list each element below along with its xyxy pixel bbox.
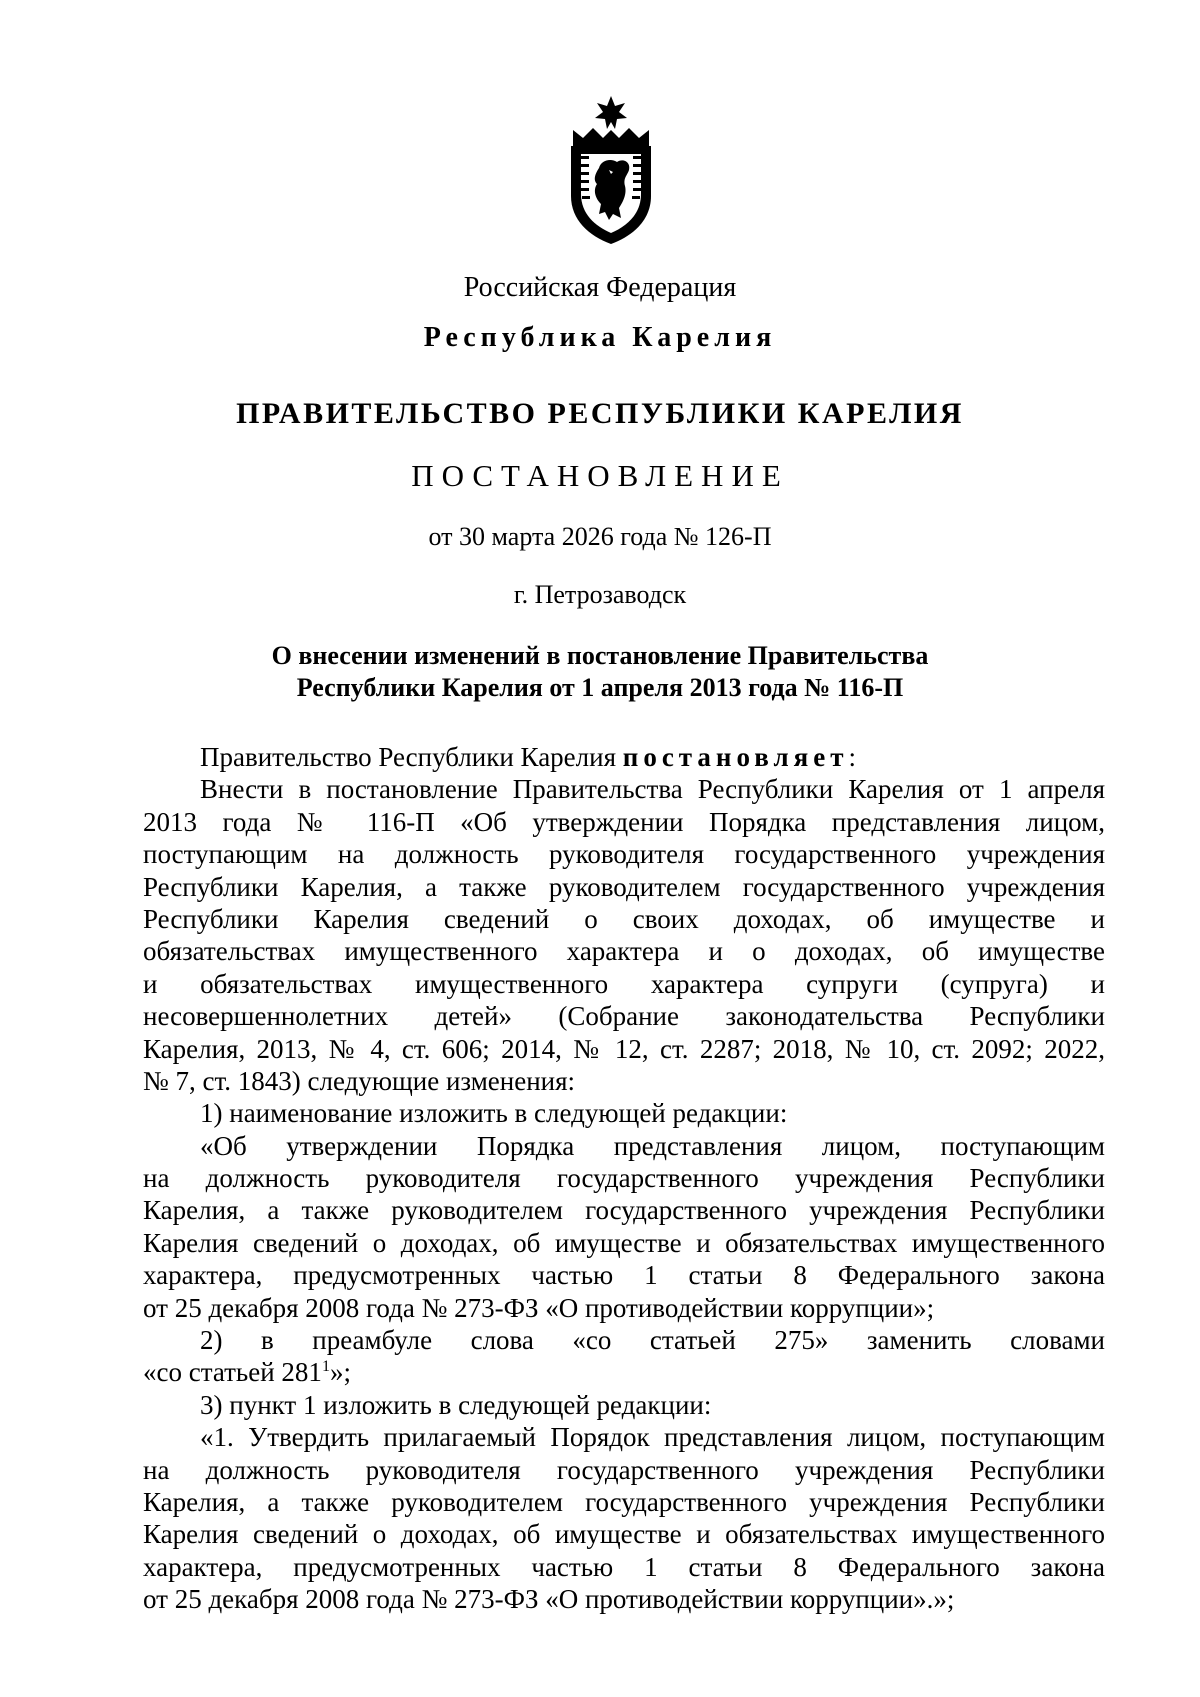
decree-intro: [143, 741, 1105, 773]
document-type: ПОСТАНОВЛЕНИЕ: [411, 458, 789, 493]
body-line: 1) наименование изложить в следующей редакции:: [200, 1098, 788, 1129]
body-line: «1. Утвердить прилагаемый Порядок представления лицом, поступающим: [200, 1422, 1105, 1453]
document-title: [0, 640, 1200, 704]
document-body: [143, 741, 1105, 1616]
document-city: г. Петрозаводск: [513, 580, 687, 609]
country-name: Российская Федерация: [463, 272, 737, 303]
title-line: Республики Карелия от 1 апреля 2013 года № 116-П: [296, 673, 904, 702]
body-line: 2) в преамбуле слова «со статьей 275» заменить словами: [200, 1325, 1105, 1356]
body-line: 2013 года № 116-П «Об утверждении Порядка представления лицом,: [143, 806, 1105, 837]
body-line: Карелия, а также руководителем государственного учреждения Республики: [143, 1486, 1105, 1517]
government-name: ПРАВИТЕЛЬСТВО РЕСПУБЛИКИ КАРЕЛИЯ: [236, 397, 964, 430]
body-line: 3) пункт 1 изложить в следующей редакции:: [200, 1389, 712, 1420]
body-line: Карелия, а также руководителем государственного учреждения Республики: [143, 1195, 1105, 1226]
document-date-number: от 30 марта 2026 года № 126-П: [428, 522, 772, 551]
item2-text-end: »;: [329, 1357, 351, 1388]
body-line: Республики Карелия, а также руководителем государственного учреждения: [143, 871, 1105, 902]
superscript: 1: [321, 1358, 330, 1376]
body-line: несовершеннолетних детей» (Собрание законодательства Республики: [143, 1001, 1105, 1032]
body-line-item2-continuation: [143, 1356, 1105, 1388]
body-line: на должность руководителя государственного учреждения Республики: [143, 1454, 1105, 1485]
item2-text: «со статьей 281: [143, 1357, 322, 1388]
body-line: Республики Карелия сведений о своих доходах, об имуществе и: [143, 903, 1105, 934]
body-line: поступающим на должность руководителя государственного учреждения: [143, 839, 1105, 870]
body-line: и обязательствах имущественного характера супруги (супруга) и: [143, 968, 1105, 999]
body-line: Карелия сведений о доходах, об имуществе и обязательствах имущественного: [143, 1519, 1105, 1550]
decree-word: постановляет: [622, 742, 849, 772]
body-line: характера, предусмотренных частью 1 статьи 8 Федерального закона: [143, 1551, 1105, 1582]
body-line: Внести в постановление Правительства Республики Карелия от 1 апреля: [200, 774, 1105, 805]
republic-name: Республика Карелия: [423, 322, 777, 353]
body-line: характера, предусмотренных частью 1 статьи 8 Федерального закона: [143, 1260, 1105, 1291]
body-line: обязательствах имущественного характера и о доходах, об имуществе: [143, 936, 1105, 967]
intro-colon: :: [848, 742, 857, 772]
body-line: Карелия, 2013, № 4, ст. 606; 2014, № 12, ст. 2287; 2018, № 10, ст. 2092; 2022,: [143, 1033, 1105, 1064]
title-line: О внесении изменений в постановление Правительства: [271, 641, 929, 670]
body-line: на должность руководителя государственного учреждения Республики: [143, 1163, 1105, 1194]
coat-of-arms-icon: [565, 94, 657, 246]
body-line: № 7, ст. 1843) следующие изменения:: [143, 1065, 576, 1096]
body-line: от 25 декабря 2008 года № 273-ФЗ «О противодействии коррупции»;: [143, 1292, 935, 1323]
body-line: от 25 декабря 2008 года № 273-ФЗ «О противодействии коррупции».»;: [143, 1584, 955, 1615]
intro-text: Правительство Республики Карелия: [200, 742, 623, 772]
body-line: «Об утверждении Порядка представления лицом, поступающим: [200, 1130, 1105, 1161]
body-line: Карелия сведений о доходах, об имуществе и обязательствах имущественного: [143, 1227, 1105, 1258]
